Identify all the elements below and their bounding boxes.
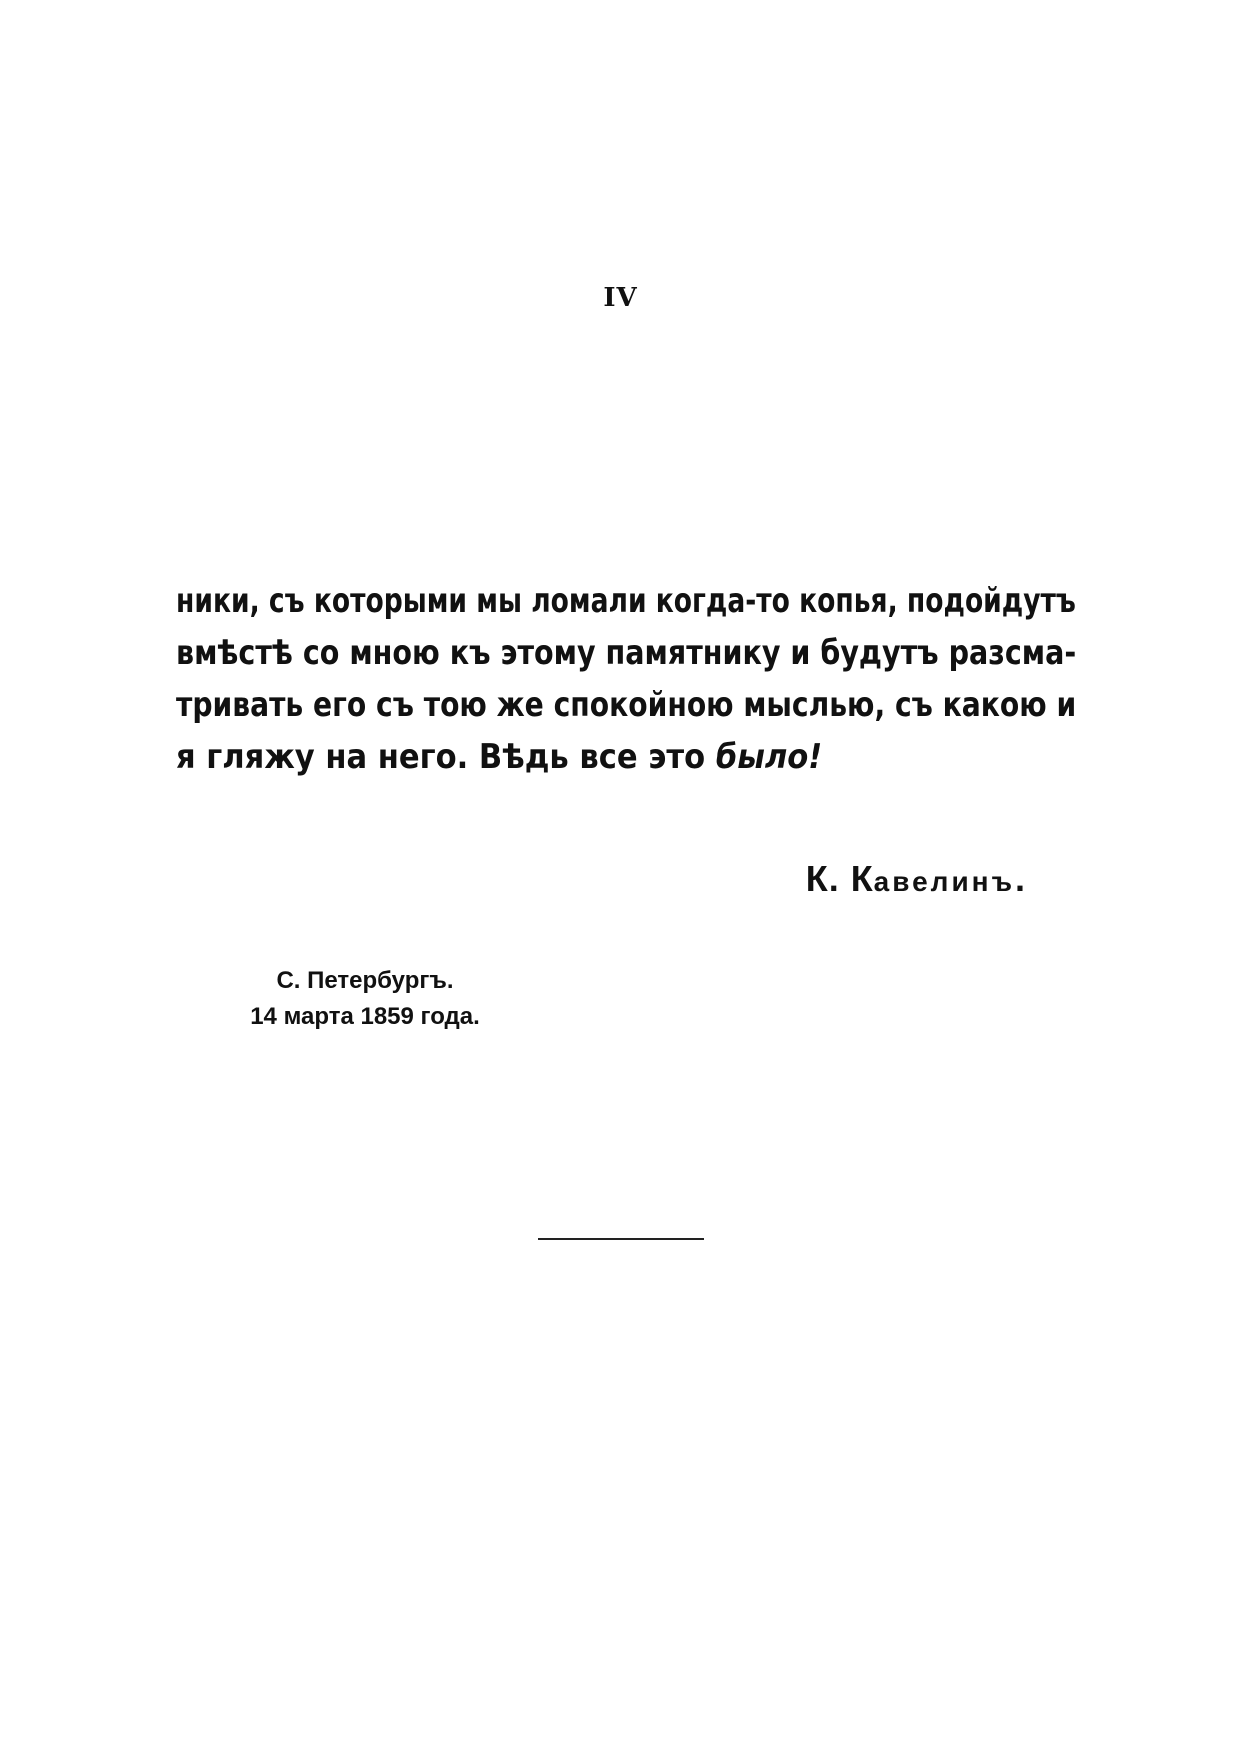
date-line: 14 марта 1859 года.: [250, 1003, 480, 1030]
text-line-3: тривать его съ тою же спокойною мыслью, съ какою и: [176, 685, 1077, 725]
page-number: IV: [603, 283, 638, 313]
signature-end: .: [1014, 858, 1026, 899]
signature-surname: авелинъ: [873, 866, 1015, 897]
emphasized-word: было!: [715, 737, 823, 777]
text-line-1: ники, съ которыми мы ломали когда-то копья, подойдутъ: [176, 581, 1076, 621]
signature-initial: К. К: [805, 858, 874, 899]
text-line-2: вмѣстѣ со мною къ этому памятнику и будутъ разсма-: [176, 633, 1077, 673]
place-date-block: [230, 963, 500, 1035]
section-divider-rule: [538, 1238, 704, 1240]
text-line-4-prefix: я гляжу на него. Вѣдь все это: [176, 737, 716, 777]
body-text: [176, 575, 1076, 783]
place-line: С. Петербургъ.: [276, 967, 454, 994]
text-line-4: [176, 731, 1076, 783]
author-signature: [806, 858, 1026, 900]
